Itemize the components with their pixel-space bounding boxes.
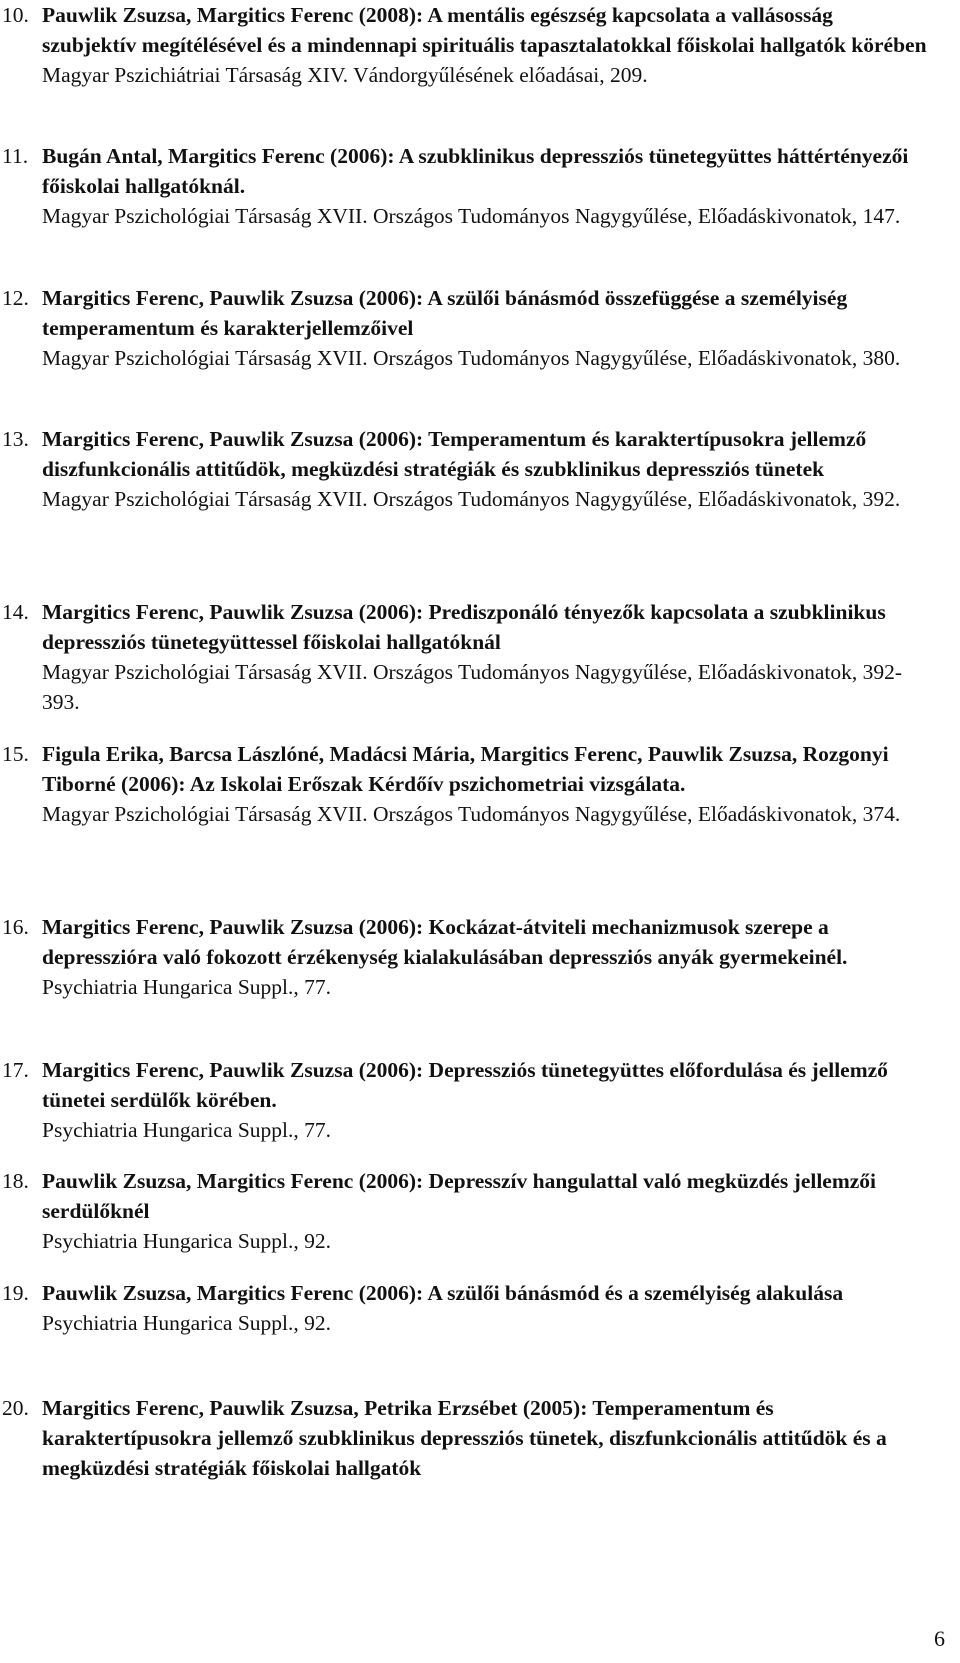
reference-title: Pauwlik Zsuzsa, Margitics Ferenc (2006): A szülői bánásmód és a személyiség alakulása	[42, 1281, 844, 1305]
reference-venue: Magyar Pszichiátriai Társaság XIV. Vándorgyűlésének előadásai, 209.	[42, 63, 648, 87]
reference-item	[0, 739, 930, 829]
reference-number: 17.	[2, 1058, 29, 1082]
reference-venue: Psychiatria Hungarica Suppl., 77.	[42, 975, 332, 999]
reference-venue: Magyar Pszichológiai Társaság XVII. Országos Tudományos Nagygyűlése, Előadáskivonatok, 380.	[42, 346, 901, 370]
reference-number: 16.	[2, 915, 29, 939]
reference-item	[0, 283, 930, 373]
reference-item	[0, 1393, 930, 1483]
reference-number: 14.	[2, 600, 29, 624]
reference-title: Margitics Ferenc, Pauwlik Zsuzsa (2006): Kockázat-átviteli mechanizmusok szerepe a depresszióra való fokozott érzékenység kialakulásában depressziós anyák gyermekeinél.	[42, 915, 848, 969]
reference-title: Pauwlik Zsuzsa, Margitics Ferenc (2006): Depresszív hangulattal való megküzdés jellemzői serdülőknél	[42, 1169, 877, 1223]
reference-venue: Psychiatria Hungarica Suppl., 77.	[42, 1118, 332, 1142]
reference-item	[0, 912, 930, 1002]
reference-venue: Magyar Pszichológiai Társaság XVII. Országos Tudományos Nagygyűlése, Előadáskivonatok, 147.	[42, 204, 901, 228]
reference-title: Margitics Ferenc, Pauwlik Zsuzsa, Petrika Erzsébet (2005): Temperamentum és karaktertípusokra jellemző szubklinikus depressziós tünetek, diszfunkcionális attitűdök és a megküzdési stratégiák főiskolai hallgatók	[42, 1396, 887, 1480]
reference-venue: Psychiatria Hungarica Suppl., 92.	[42, 1311, 332, 1335]
reference-item	[0, 1278, 930, 1338]
reference-venue: Magyar Pszichológiai Társaság XVII. Országos Tudományos Nagygyűlése, Előadáskivonatok, 392-393.	[42, 660, 903, 714]
reference-title: Margitics Ferenc, Pauwlik Zsuzsa (2006): Prediszponáló tényezők kapcsolata a szubklinikus depressziós tünetegyüttessel főiskolai hallgatóknál	[42, 600, 886, 654]
reference-title: Margitics Ferenc, Pauwlik Zsuzsa (2006): Temperamentum és karaktertípusokra jellemző diszfunkcionális attitűdök, megküzdési stratégiák és szubklinikus depressziós tünetek	[42, 427, 867, 481]
page-number: 6	[934, 1626, 945, 1651]
reference-item	[0, 424, 930, 514]
reference-venue: Magyar Pszichológiai Társaság XVII. Országos Tudományos Nagygyűlése, Előadáskivonatok, 374.	[42, 802, 901, 826]
reference-item	[0, 1055, 930, 1145]
reference-item	[0, 141, 930, 231]
reference-title: Margitics Ferenc, Pauwlik Zsuzsa (2006): Depressziós tünetegyüttes előfordulása és jellemző tünetei serdülők körében.	[42, 1058, 888, 1112]
reference-item	[0, 1166, 930, 1256]
reference-number: 10.	[2, 3, 29, 27]
reference-number: 12.	[2, 286, 29, 310]
reference-title: Bugán Antal, Margitics Ferenc (2006): A szubklinikus depressziós tünetegyüttes háttértényezői főiskolai hallgatóknál.	[42, 144, 909, 198]
reference-venue: Magyar Pszichológiai Társaság XVII. Országos Tudományos Nagygyűlése, Előadáskivonatok, 392.	[42, 487, 901, 511]
reference-number: 15.	[2, 742, 29, 766]
reference-number: 18.	[2, 1169, 29, 1193]
reference-number: 19.	[2, 1281, 29, 1305]
reference-title: Figula Erika, Barcsa Lászlóné, Madácsi Mária, Margitics Ferenc, Pauwlik Zsuzsa, Rozgonyi Tiborné (2006): Az Iskolai Erőszak Kérdőív pszichometriai vizsgálata.	[42, 742, 889, 796]
reference-item	[0, 597, 930, 717]
reference-number: 13.	[2, 427, 29, 451]
reference-venue: Psychiatria Hungarica Suppl., 92.	[42, 1229, 332, 1253]
reference-number: 20.	[2, 1396, 29, 1420]
reference-item	[0, 0, 930, 90]
reference-title: Margitics Ferenc, Pauwlik Zsuzsa (2006): A szülői bánásmód összefüggése a személyiség temperamentum és karakterjellemzőivel	[42, 286, 848, 340]
reference-title: Pauwlik Zsuzsa, Margitics Ferenc (2008): A mentális egészség kapcsolata a vallásosság szubjektív megítélésével és a mindennapi spirituális tapasztalatokkal főiskolai hallgatók körében	[42, 3, 927, 57]
reference-number: 11.	[2, 144, 29, 168]
